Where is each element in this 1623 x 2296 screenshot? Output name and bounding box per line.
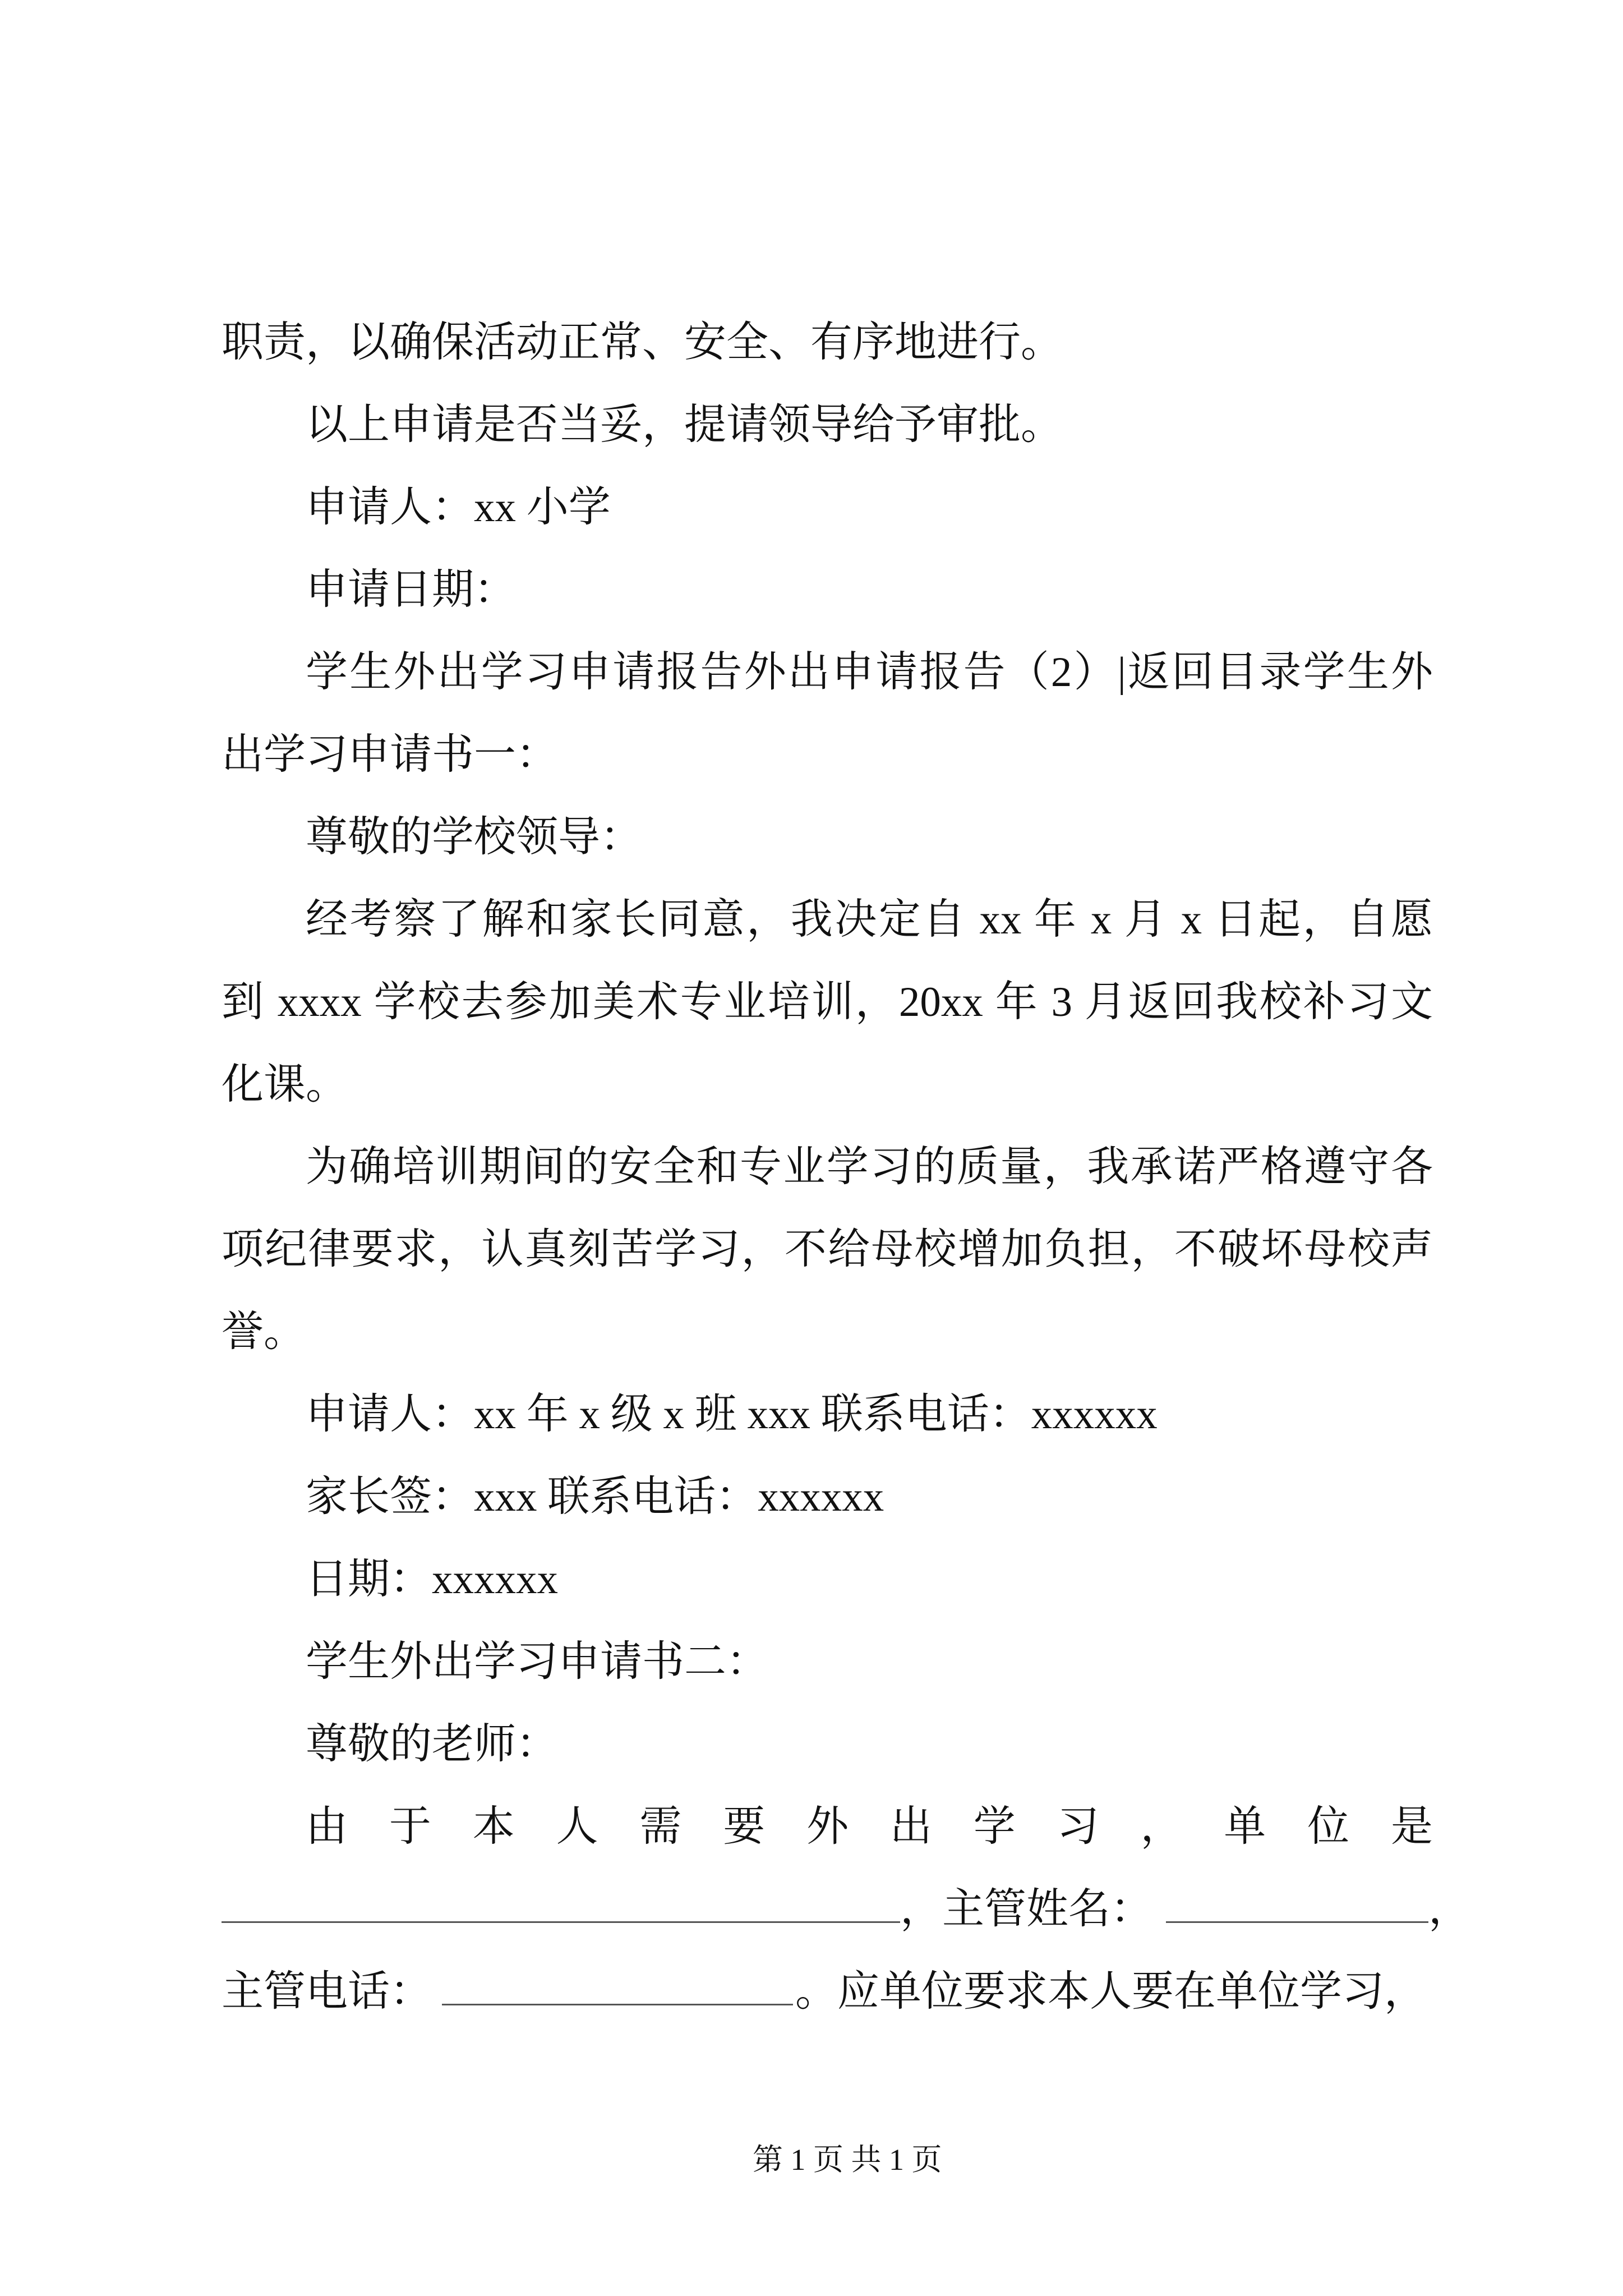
form-line	[222, 1950, 1433, 2033]
paragraph-line: 化课。	[222, 1061, 348, 1108]
salutation-line: 尊敬的老师：	[306, 1721, 559, 1768]
paragraph	[222, 1703, 1433, 1786]
paragraph	[222, 384, 1433, 466]
salutation-line: 尊敬的学校领导：	[306, 814, 643, 861]
paragraph	[222, 631, 1433, 796]
supervisor-phone-blank	[442, 1997, 793, 2005]
document-body	[222, 301, 1471, 2033]
paragraph-line: 职责，以确保活动正常、安全、有序地进行。	[222, 319, 1063, 366]
section-heading-line: 出学习申请书一：	[222, 731, 559, 778]
parent-signature-line: 家长签：xxx 联系电话：xxxxxx	[306, 1474, 884, 1520]
supervisor-name-blank	[1166, 1915, 1428, 1923]
supervisor-phone-label: 主管电话：	[222, 1968, 432, 2015]
paragraph-line: 项纪律要求，认真刻苦学习，不给母校增加负担，不破坏母校声	[222, 1226, 1433, 1273]
date-line: 日期：xxxxxx	[306, 1556, 559, 1603]
paragraph-line: 经考察了解和家长同意，我决定自 xx 年 x 月 x 日起，自愿	[306, 896, 1433, 943]
paragraph	[222, 1538, 1433, 1621]
form-intro-line: 由于本人需要外出学习，单位是	[306, 1803, 1433, 1850]
paragraph	[222, 1621, 1433, 1703]
supervisor-name-label: ，主管姓名：	[900, 1886, 1153, 1932]
paragraph	[222, 466, 1433, 549]
applicant-line: 申请人：xx 小学	[306, 484, 611, 531]
form-continuation-text: 。应单位要求本人要在单位学习，	[795, 1968, 1427, 2015]
paragraph	[222, 878, 1433, 1126]
form-line	[222, 1868, 1471, 1950]
unit-blank	[222, 1915, 900, 1923]
paragraph	[222, 1126, 1433, 1373]
paragraph	[222, 301, 1433, 384]
paragraph-line: 为确培训期间的安全和专业学习的质量，我承诺严格遵守各	[306, 1144, 1433, 1190]
paragraph-line: 以上申请是否当妥，提请领导给予审批。	[306, 402, 1063, 448]
application-form-paragraph	[222, 1786, 1471, 2033]
punctuation: ，	[1428, 1886, 1471, 1932]
section-heading-line: 学生外出学习申请报告外出申请报告（2）|返回目录学生外	[306, 649, 1433, 696]
paragraph	[222, 549, 1433, 631]
paragraph	[222, 1373, 1433, 1456]
paragraph	[222, 1456, 1433, 1538]
page-footer: 第 1 页 共 1 页	[753, 2143, 942, 2177]
paragraph-line: 誉。	[222, 1309, 306, 1355]
section-heading-line: 学生外出学习申请书二：	[306, 1639, 769, 1685]
paragraph	[222, 796, 1433, 878]
paragraph-line: 到 xxxx 学校去参加美术专业培训，20xx 年 3 月返回我校补习文	[222, 979, 1433, 1025]
application-date-line: 申请日期：	[306, 567, 517, 613]
applicant-line: 申请人：xx 年 x 级 x 班 xxx 联系电话：xxxxxx	[306, 1391, 1158, 1438]
